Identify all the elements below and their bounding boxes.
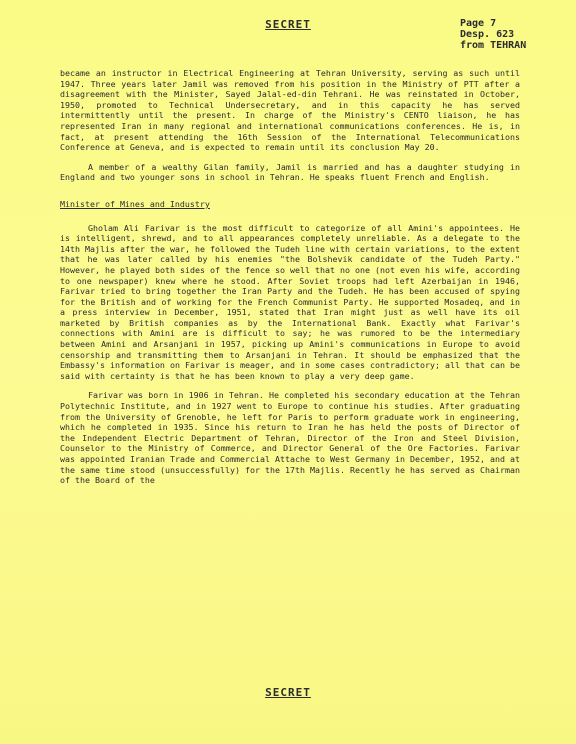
page-number: Page 7: [460, 18, 497, 29]
classification-footer: SECRET: [265, 686, 311, 699]
page-reference: [460, 18, 526, 51]
paragraph-farivar-biography: Farivar was born in 1906 in Tehran. He completed his secondary education at the Tehran Polytechnic Institute, and in 1927 went to Europe to continue his studies. After graduating from the University of Grenoble, he left for Paris to perform graduate work in engineering, which he completed in 1935. Since his return to Iran he has held the posts of Director of the Independent Electric Department of Tehran, Director of the Iron and Steel Division, Counselor to the Ministry of Commerce, and Director General of the Ore Factories. Farivar was appointed Iranian Trade and Commercial Attache to West Germany in December, 1952, and at the same time stood (unsuccessfully) for the 17th Majlis. Recently he has served as Chairman of the Board of the: [60, 390, 520, 486]
classification-header: SECRET: [265, 18, 311, 31]
paragraph-farivar-profile: Gholam Ali Farivar is the most difficult to categorize of all Amini's appointees. He is intelligent, shrewd, and to all appearances completely unreliable. As a delegate to the 14th Majlis after the war, he followed the Tudeh line with certain variations, to the extent that he was later called by his enemies "the Bolshevik candidate of the Tudeh Party." However, he played both sides of the fence so well that no one (not even his wife, according to one newspaper) knew where he stood. After Soviet troops had left Azerbaijan in 1946, Farivar tried to bring together the Iran Party and the Tudeh. He has been accused of spying for the British and of working for the French Communist Party. He supported Mosadeq, and in a press interview in December, 1951, stated that Iran might just as well have its oil marketed by British companies as by the International Bank. Exactly what Farivar's connections with Amini are is difficult to say; he was rumored to be the intermediary between Amini and Arsanjani in 1957, picking up Amini's communications in Europe to avoid censorship and transmitting them to Arsanjani in Tehran. It should be emphasized that the Embassy's information on Farivar is meager, and in some cases contradictory; all that can be said with certainty is that he has been known to play a very deep game.: [60, 222, 520, 381]
section-heading: Minister of Mines and Industry: [60, 198, 210, 209]
despatch-origin: from TEHRAN: [460, 40, 527, 51]
paragraph-family: A member of a wealthy Gilan family, Jamil is married and has a daughter studying in England and two younger sons in school in Tehran. He speaks fluent French and English.: [60, 161, 520, 183]
document-body: [60, 68, 520, 495]
paragraph-continuation: became an instructor in Electrical Engineering at Tehran University, serving as such until 1947. Three years later Jamil was removed from his position in the Ministry of PTT after a disagreement with the Minister, Sayed Jalal-ed-din Tehrani. He was reinstated in October, 1950, promoted to Technical Undersecretary, and in this capacity he has served intermittently until the present. In charge of the Ministry's CENTO liaison, he has represented Iran in many regional and international communications conferences. He is, in fact, at present attending the 16th Session of the International Telecommunications Conference at Geneva, and is expected to remain until its conclusion May 20.: [60, 68, 520, 153]
despatch-number: Desp. 623: [460, 29, 515, 40]
